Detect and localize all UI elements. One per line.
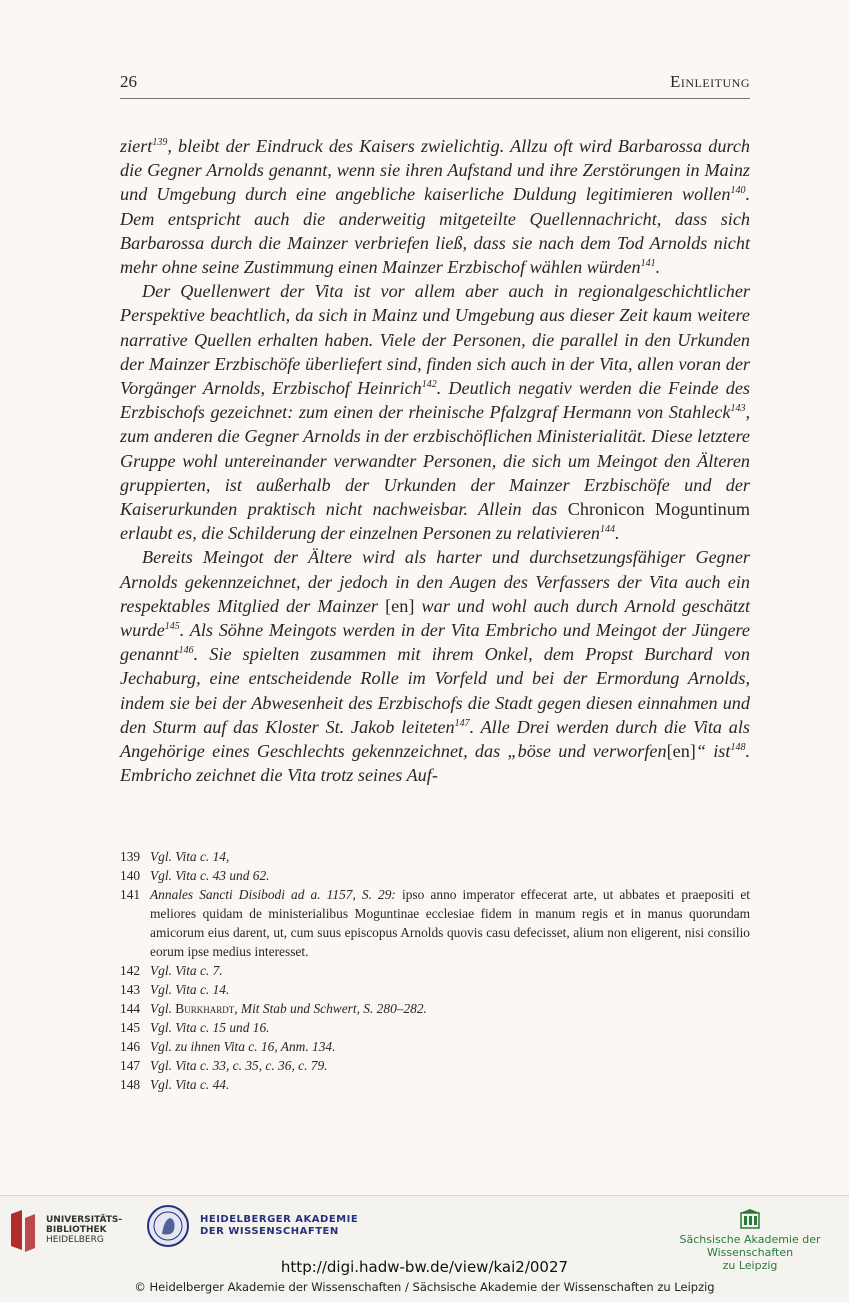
text-run: Bereits Meingot der Ältere wird als harter und durchsetzungsfähiger Gegner Arnolds gekennzeichnet, der jedoch in den Augen des Verfassers der Vita auch ein respektables Mitglied der Mainzer bbox=[120, 547, 750, 616]
footnote-text: Vgl. Vita c. 14. bbox=[150, 982, 230, 997]
footnote-text bbox=[150, 885, 750, 961]
latin-quote: ipso anno imperator effecerat arte, ut abbates et praepositi et meliores quidam de ministerialibus Moguntinae ecclesiae fidem in manum regis et in manus quorundam amicorum eius darent, ut, cum suus episcopus Arnolds quovis casu defecisset, alium non eligerent, nisi consilio eorum ipse medius interesset. bbox=[150, 887, 750, 959]
saw-building-icon bbox=[739, 1208, 761, 1230]
text-run: war und wohl auch durch Arnold geschätzt wurde bbox=[120, 595, 750, 641]
footnote-144 bbox=[120, 999, 750, 1018]
footnote-143 bbox=[120, 980, 750, 999]
text-run: erlaubt es, die Schilderung der einzelnen Personen zu relativieren bbox=[120, 523, 601, 544]
text-run: . Embricho zeichnet die Vita trotz seines Auf- bbox=[120, 741, 750, 786]
footnote-number: 142 bbox=[120, 963, 141, 978]
footnote-ref[interactable]: 147 bbox=[454, 717, 470, 729]
footnote-number: 141 bbox=[120, 887, 141, 902]
footnote-number: 145 bbox=[120, 1020, 141, 1035]
text-run: . bbox=[615, 523, 620, 544]
page-header bbox=[120, 72, 750, 99]
source-citation: Annales Sancti Disibodi ad a. 1157, S. 29: bbox=[150, 887, 396, 902]
footnote-text: Vgl. Vita c. 15 und 16. bbox=[150, 1020, 270, 1035]
footnote-number: 143 bbox=[120, 982, 141, 997]
latin-term: [en] bbox=[385, 595, 415, 616]
footnote-text: Vgl. Vita c. 14, bbox=[150, 849, 230, 864]
university-library-logo[interactable] bbox=[8, 1208, 122, 1252]
text-run: “ ist bbox=[695, 741, 731, 762]
footnote-text: Vgl. Vita c. 43 und 62. bbox=[150, 868, 270, 883]
paragraph-1 bbox=[120, 134, 750, 279]
footnote-145 bbox=[120, 1018, 750, 1037]
footnote-text bbox=[150, 999, 750, 1018]
text-run: , bleibt der Eindruck des Kaisers zwielichtig. Allzu oft wird Barbarossa durch die Gegner Arnolds genannt, wenn sie ihren Aufstand und ihre Zerstörungen in Mainz und Umgebung durch eine angebliche kaiserliche Duldung legitimieren wollen bbox=[120, 136, 750, 205]
copyright-notice: © Heidelberger Akademie der Wissenschaften / Sächsische Akademie der Wissenschaften zu Leipzig bbox=[134, 1280, 715, 1294]
footnote-ref[interactable]: 145 bbox=[164, 621, 180, 633]
text-run: Vgl. bbox=[150, 1001, 176, 1016]
text-run: . Sie spielten zusammen mit ihrem Onkel, dem Propst Burchard von Jechaburg, eine entscheidende Rolle im Vorfeld und bei der Ermordung Arnolds, indem sie bei der Abwesenheit des Erzbischofs die Stadt gegen diesen einnahmen und den Sturm auf das Kloster St. Jakob leiteten bbox=[120, 644, 750, 737]
footnote-text: Vgl. zu ihnen Vita c. 16, Anm. 134. bbox=[150, 1039, 336, 1054]
footnote-146 bbox=[120, 1037, 750, 1056]
ub-emblem-icon bbox=[8, 1208, 38, 1252]
footnote-ref[interactable]: 142 bbox=[421, 379, 437, 391]
footnote-ref[interactable]: 144 bbox=[600, 524, 616, 536]
footnote-text: Vgl. Vita c. 44. bbox=[150, 1077, 230, 1092]
footnotes bbox=[120, 847, 750, 1094]
main-text bbox=[120, 134, 750, 787]
hadw-line: DER WISSENSCHAFTEN bbox=[200, 1226, 339, 1237]
footnote-140 bbox=[120, 866, 750, 885]
ub-line: UNIVERSITÄTS- bbox=[46, 1215, 123, 1225]
footnote-number: 148 bbox=[120, 1077, 141, 1092]
text-run: . Alle Drei werden durch die Vita als Angehörige eines Geschlechts gekennzeichnet, das „böse und verworfen bbox=[120, 716, 750, 762]
text-run: . bbox=[655, 257, 661, 278]
footnote-ref[interactable]: 148 bbox=[730, 742, 746, 754]
footnote-142 bbox=[120, 961, 750, 980]
academy-seal-icon bbox=[146, 1204, 190, 1248]
footnote-number: 146 bbox=[120, 1039, 141, 1054]
footnote-number: 139 bbox=[120, 849, 141, 864]
permalink[interactable]: http://digi.hadw-bw.de/view/kai2/0027 bbox=[280, 1258, 569, 1276]
footnote-text: Vgl. Vita c. 33, c. 35, c. 36, c. 79. bbox=[150, 1058, 328, 1073]
author-name: Burkhardt bbox=[175, 1001, 235, 1016]
text-run: , Mit Stab und Schwert, S. 280–282. bbox=[234, 1001, 427, 1016]
footnote-ref[interactable]: 140 bbox=[730, 185, 746, 197]
running-title: Einleitung bbox=[669, 72, 750, 91]
hadw-name bbox=[200, 1214, 358, 1238]
footnote-139 bbox=[120, 847, 750, 866]
paragraph-2 bbox=[120, 279, 750, 545]
saw-line: zu Leipzig bbox=[722, 1259, 778, 1272]
footnote-147 bbox=[120, 1056, 750, 1075]
page-number: 26 bbox=[120, 72, 137, 91]
footnote-141 bbox=[120, 885, 750, 961]
heidelberg-academy-logo[interactable] bbox=[146, 1204, 358, 1248]
footnote-ref[interactable]: 143 bbox=[730, 403, 746, 415]
viewer-footer bbox=[0, 1195, 849, 1302]
text-run: . Dem entspricht auch die anderweitig mitgeteilte Quellennachricht, dass sich Barbarossa durch die Mainzer verbriefen ließ, dass sie nach dem Tod Arnolds nicht mehr ohne seine Zustimmung einen Mainzer Erzbischof wählen würden bbox=[120, 184, 750, 278]
saw-line: Sächsische Akademie der Wissenschaften bbox=[679, 1233, 821, 1259]
footnote-ref[interactable]: 146 bbox=[178, 645, 194, 657]
work-title: Chronicon Moguntinum bbox=[567, 499, 750, 520]
footnote-ref[interactable]: 139 bbox=[152, 137, 168, 148]
footnote-ref[interactable]: 141 bbox=[640, 258, 656, 270]
paragraph-3 bbox=[120, 545, 750, 787]
text-run: . Als Söhne Meingots werden in der Vita Embricho und Meingot der Jüngere genannt bbox=[120, 620, 750, 665]
ub-line: HEIDELBERG bbox=[46, 1235, 104, 1245]
text-run: Der Quellenwert der Vita ist vor allem aber auch in regionalgeschichtlicher Perspektive beachtlich, da sich in Mainz und Umgebung aus dieser Zeit kaum weitere narrative Quellen erhalten haben. Viele der Personen, die parallel in den Urkunden der Mainzer Erzbischöfe überliefert sind, finden sich auch in der Vita, allen voran der Vorgänger Arnolds, Erzbischof Heinrich bbox=[120, 281, 750, 399]
hadw-line: HEIDELBERGER AKADEMIE bbox=[200, 1214, 359, 1225]
footnote-number: 140 bbox=[120, 868, 141, 883]
footnote-text: Vgl. Vita c. 7. bbox=[150, 963, 223, 978]
footnote-number: 147 bbox=[120, 1058, 141, 1073]
ub-name bbox=[46, 1215, 122, 1245]
footnote-number: 144 bbox=[120, 1001, 141, 1016]
text-run: ziert bbox=[120, 136, 153, 156]
text-run: , zum anderen die Gegner Arnolds in der erzbischöflichen Ministerialität. Diese letztere Gruppe wohl untereinander verwandter Personen, die sich um Meingot den Älteren gruppierten, ist außerhalb der Urkunden der Mainzer Erzbischöfe und der Kaiserurkunden praktisch nicht nachweisbar. Allein das bbox=[120, 402, 750, 520]
ub-line: BIBLIOTHEK bbox=[46, 1225, 107, 1235]
footnote-148 bbox=[120, 1075, 750, 1094]
editorial-bracket: [en] bbox=[666, 741, 696, 762]
text-run: . Deutlich negativ werden die Feinde des Erzbischofs gezeichnet: zum einen der rheinische Pfalzgraf Hermann von Stahleck bbox=[120, 378, 750, 423]
